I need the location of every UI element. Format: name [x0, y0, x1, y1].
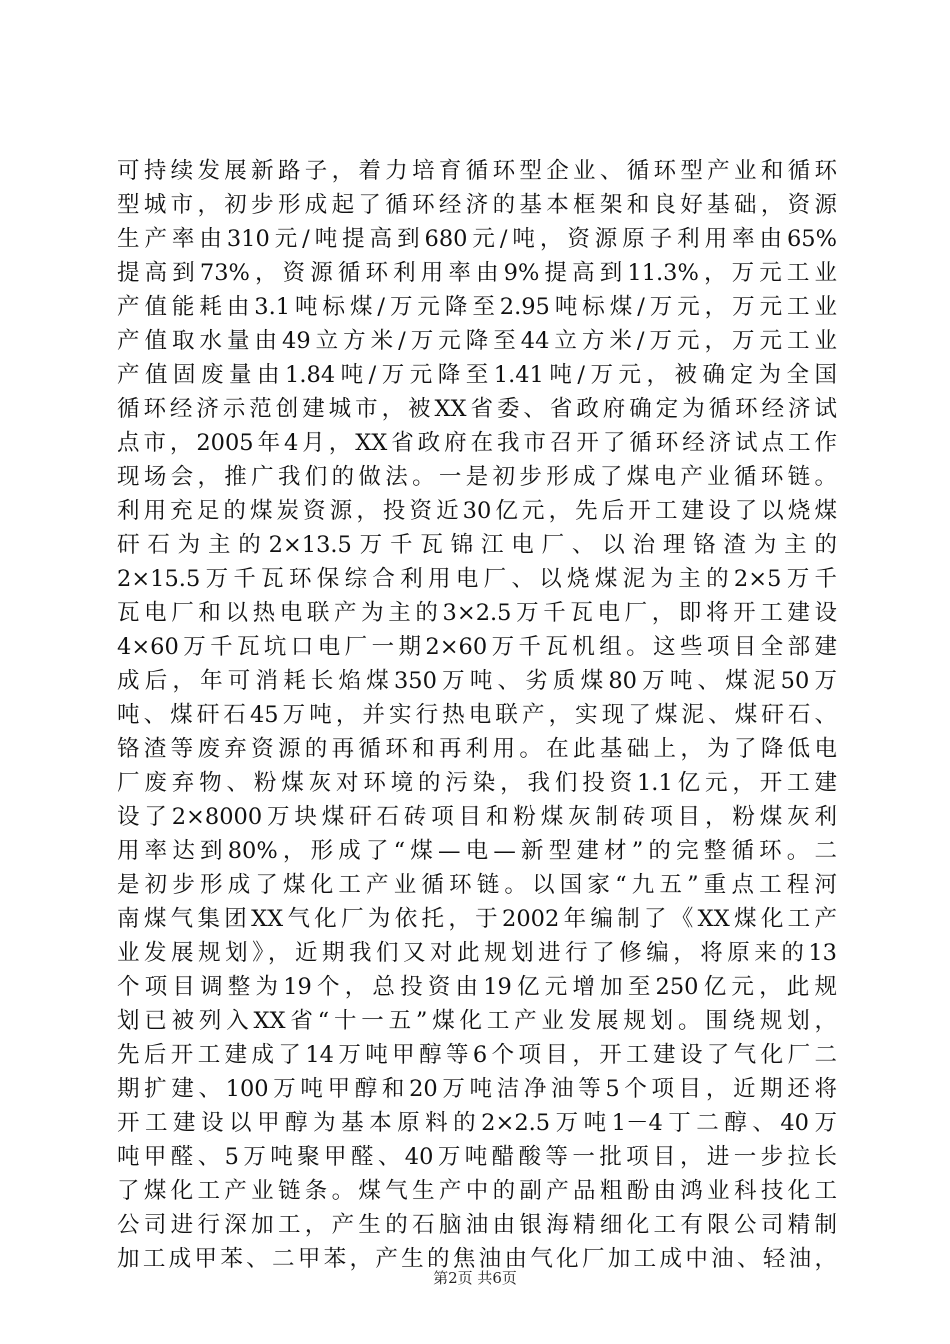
text-line: 瓦电厂和以热电联产为主的3×2.5万千瓦电厂，即将开工建设: [117, 600, 837, 626]
text-line: 先后开工建成了14万吨甲醇等6个项目，开工建设了气化厂二: [117, 1042, 837, 1068]
text-line: 4×60万千瓦坑口电厂一期2×60万千瓦机组。这些项目全部建: [117, 634, 837, 660]
text-line: 可持续发展新路子，着力培育循环型企业、循环型产业和循环: [117, 158, 837, 184]
text-line: 用率达到80%，形成了“煤—电—新型建材”的完整循环。二: [117, 838, 837, 864]
text-line: 业发展规划》，近期我们又对此规划进行了修编，将原来的13: [117, 940, 837, 966]
text-line: 生产率由310元/吨提高到680元/吨，资源原子利用率由65%: [117, 226, 837, 252]
text-line: 矸石为主的2×13.5万千瓦锦江电厂、以治理铬渣为主的: [117, 532, 837, 558]
text-line: 型城市，初步形成起了循环经济的基本框架和良好基础，资源: [117, 192, 837, 218]
text-line: 产值固废量由1.84吨/万元降至1.41吨/万元，被确定为全国: [117, 362, 837, 388]
text-line: 南煤气集团XX气化厂为依托，于2002年编制了《XX煤化工产: [117, 906, 837, 932]
text-line: 厂废弃物、粉煤灰对环境的污染，我们投资1.1亿元，开工建: [117, 770, 837, 796]
text-line: 铬渣等废弃资源的再循环和再利用。在此基础上，为了降低电: [117, 736, 837, 762]
text-line: 循环经济示范创建城市，被XX省委、省政府确定为循环经济试: [117, 396, 837, 422]
text-line: 点市，2005年4月，XX省政府在我市召开了循环经济试点工作: [117, 430, 837, 456]
text-line: 2×15.5万千瓦环保综合利用电厂、以烧煤泥为主的2×5万千: [117, 566, 837, 592]
text-line: 是初步形成了煤化工产业循环链。以国家“九五”重点工程河: [117, 872, 837, 898]
text-line: 现场会，推广我们的做法。一是初步形成了煤电产业循环链。: [117, 464, 837, 490]
text-line: 公司进行深加工，产生的石脑油由银海精细化工有限公司精制: [117, 1212, 837, 1238]
text-line: 划已被列入XX省“十一五”煤化工产业发展规划。围绕规划，: [117, 1008, 837, 1034]
text-line: 吨甲醛、5万吨聚甲醛、40万吨醋酸等一批项目，进一步拉长: [117, 1144, 837, 1170]
text-line: 设了2×8000万块煤矸石砖项目和粉煤灰制砖项目，粉煤灰利: [117, 804, 837, 830]
text-line: 成后，年可消耗长焰煤350万吨、劣质煤80万吨、煤泥50万: [117, 668, 837, 694]
text-line: 期扩建、100万吨甲醇和20万吨洁净油等5个项目，近期还将: [117, 1076, 837, 1102]
text-line: 利用充足的煤炭资源，投资近30亿元，先后开工建设了以烧煤: [117, 498, 837, 524]
text-line: 吨、煤矸石45万吨，并实行热电联产，实现了煤泥、煤矸石、: [117, 702, 837, 728]
text-line: 产值取水量由49立方米/万元降至44立方米/万元，万元工业: [117, 328, 837, 354]
text-line: 开工建设以甲醇为基本原料的2×2.5万吨1－4丁二醇、40万: [117, 1110, 837, 1136]
text-line: 个项目调整为19个，总投资由19亿元增加至250亿元，此规: [117, 974, 837, 1000]
text-line: 了煤化工产业链条。煤气生产中的副产品粗酚由鸿业科技化工: [117, 1178, 837, 1204]
text-line: 产值能耗由3.1吨标煤/万元降至2.95吨标煤/万元，万元工业: [117, 294, 837, 320]
body-text: [117, 154, 837, 1276]
page-footer: 第2页 共6页: [433, 1269, 517, 1287]
text-line: 加工成甲苯、二甲苯，产生的焦油由气化厂加工成中油、轻油，: [117, 1246, 837, 1272]
text-line: 提高到73%，资源循环利用率由9%提高到11.3%，万元工业: [117, 260, 837, 286]
